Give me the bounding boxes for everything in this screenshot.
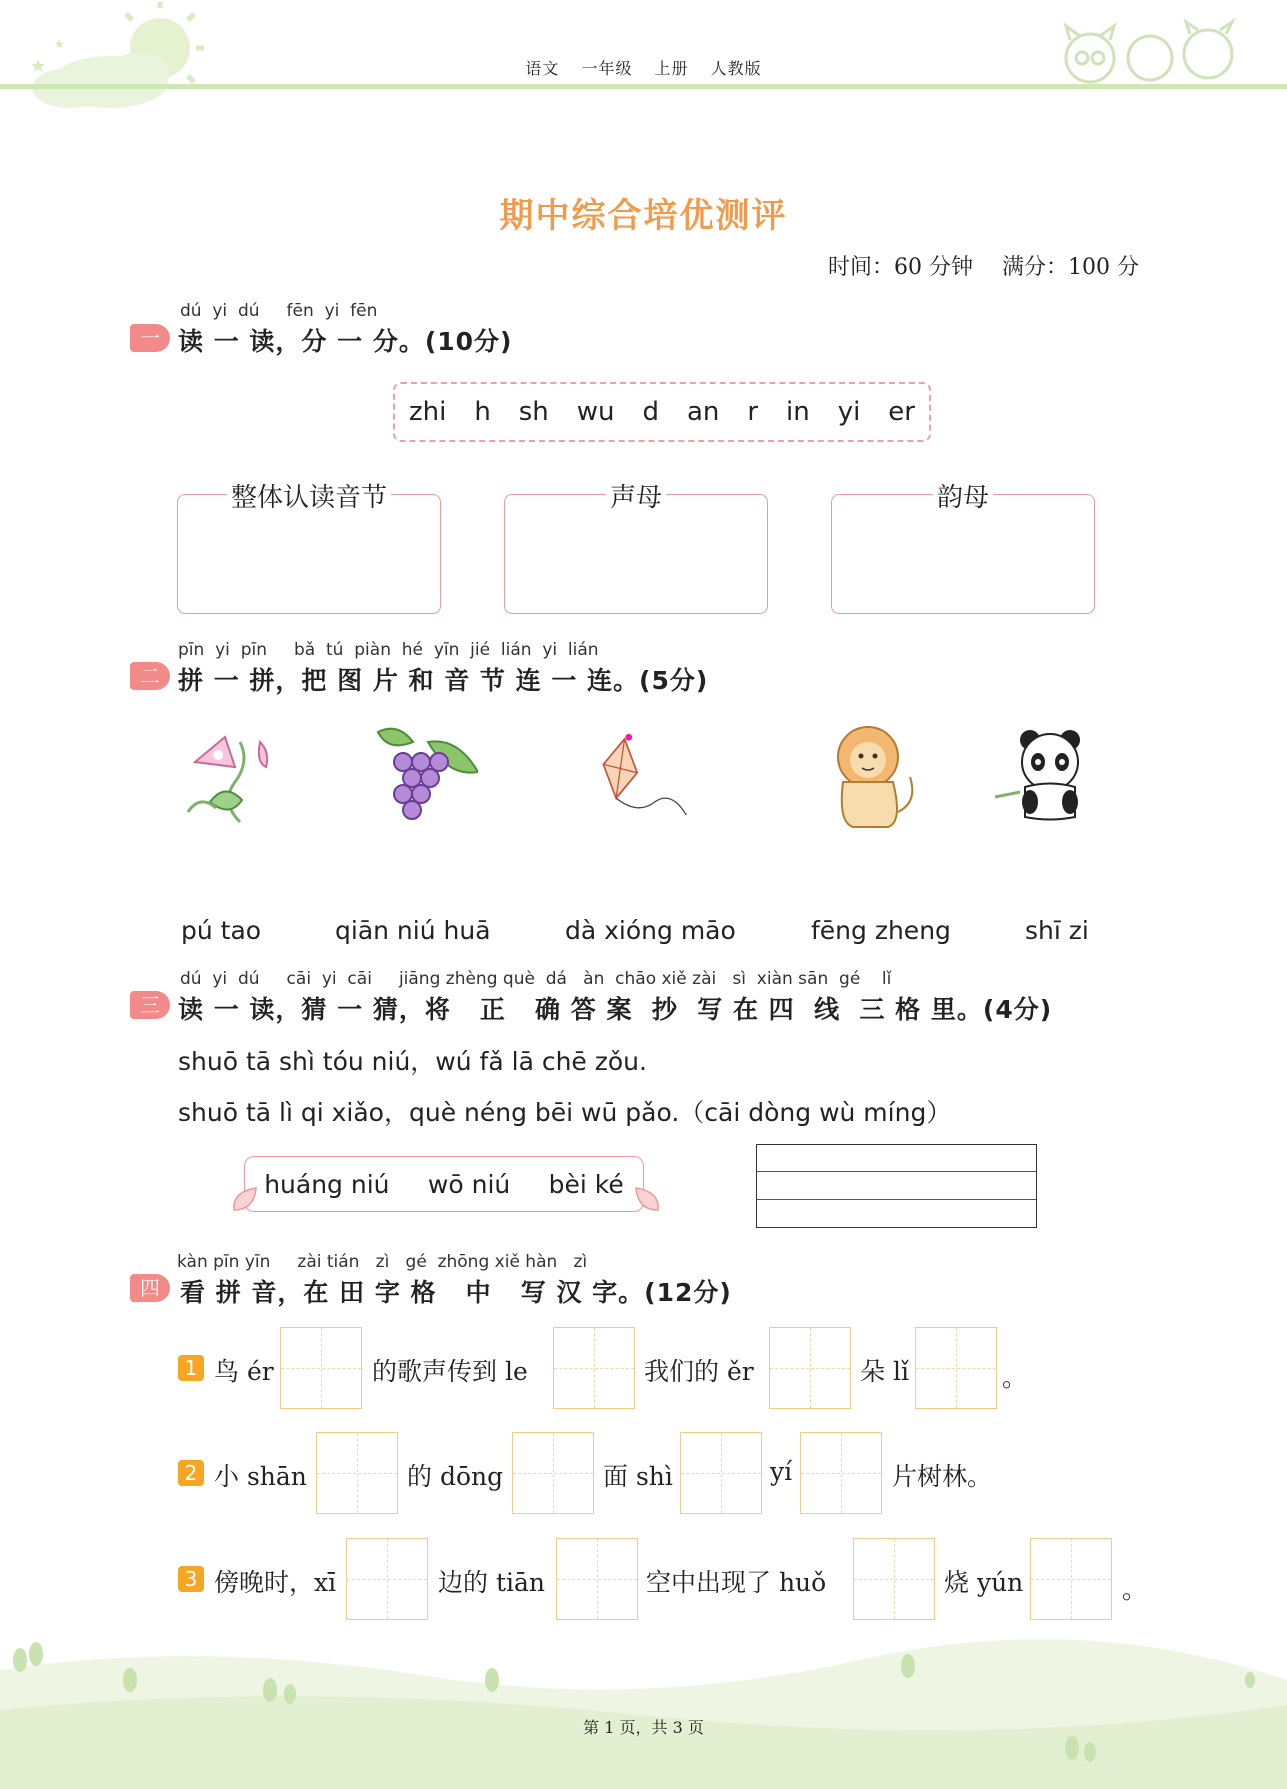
q4-pinyin: kàn pīn yīn zài tián zì gé zhōng xiě hàn zì — [177, 1252, 588, 1272]
row1-text: 。 — [1002, 1363, 1028, 1392]
riddle-line-2: shuō tā lì qi xiǎo，què néng bēi wū pǎo.（cāi dòng wù míng） — [178, 1098, 952, 1127]
item-number: 2 — [178, 1460, 204, 1486]
row1-text: 朵 lǐ — [860, 1357, 909, 1386]
footer-hills-decoration — [0, 1620, 1287, 1789]
row2-text: yí — [770, 1457, 793, 1486]
item-number: 1 — [178, 1355, 204, 1381]
edition: 人教版 — [710, 59, 762, 78]
syllable: h — [474, 397, 491, 427]
kite-picture[interactable] — [578, 722, 688, 832]
tianzige-cell[interactable] — [769, 1327, 851, 1409]
pinyin-answer-panda[interactable]: dà xióng māo — [565, 916, 736, 945]
riddle-line-1: shuō tā shì tóu niú，wú fǎ lā chē zǒu. — [178, 1047, 647, 1076]
row2-text: 片树林。 — [892, 1462, 993, 1491]
q3-instruction: 读 一 读，猜 一 猜，将 正 确 答 案 抄 写 在 四 线 三 格 里。(4分) — [178, 995, 1053, 1024]
four-line-grid[interactable] — [756, 1144, 1037, 1228]
syllable: er — [888, 397, 915, 427]
q4-instruction: 看 拼 音，在 田 字 格 中 写 汉 字。(12分) — [180, 1278, 732, 1307]
leaf-icon — [230, 1184, 260, 1214]
q3-badge: 三 — [130, 991, 170, 1019]
row3-text: 空中出现了 huǒ — [646, 1568, 827, 1597]
page-footer: 第 1 页，共 3 页 — [583, 1718, 704, 1737]
category-label: 声母 — [606, 483, 666, 513]
syllable: zhi — [408, 397, 447, 427]
syllable: wu — [576, 397, 615, 427]
svg-text:★: ★ — [30, 56, 47, 77]
item-number: 3 — [178, 1566, 204, 1592]
row3-text: 边的 tiān — [438, 1568, 545, 1597]
option[interactable]: huáng niú — [264, 1169, 390, 1199]
tianzige-cell[interactable] — [680, 1432, 762, 1514]
syllable: in — [786, 397, 810, 427]
syllable: sh — [518, 397, 549, 427]
tianzige-cell[interactable] — [853, 1538, 935, 1620]
tianzige-cell[interactable] — [556, 1538, 638, 1620]
syllable: an — [686, 397, 720, 427]
row1-text: 鸟 ér — [214, 1357, 274, 1386]
pinyin-answer-grapes[interactable]: pú tao — [181, 916, 262, 945]
page-title: 期中综合培优测评 — [499, 196, 788, 236]
tianzige-cell[interactable] — [1030, 1538, 1112, 1620]
syllable: d — [642, 397, 659, 427]
q1-pinyin: dú yi dú fēn yi fēn — [180, 301, 378, 321]
tianzige-cell[interactable] — [800, 1432, 882, 1514]
header-rule — [0, 84, 1287, 89]
q1-badge: 一 — [130, 324, 170, 352]
q3-pinyin: dú yi dú cāi yi cāi jiāng zhèng què dá àn chāo xiě zài sì xiàn sān gé lǐ — [180, 969, 892, 989]
q1-instruction: 读 一 读，分 一 分。(10分) — [178, 327, 513, 356]
category-box-initials[interactable] — [504, 483, 768, 614]
q4-badge: 四 — [130, 1274, 170, 1302]
term: 上册 — [654, 59, 689, 78]
syllable: r — [747, 397, 759, 427]
pinyin-answer-lion[interactable]: shī zi — [1025, 916, 1089, 945]
row1-text: 的歌声传到 le — [372, 1357, 528, 1386]
category-box-whole-syllables[interactable] — [177, 483, 441, 614]
q2-badge: 二 — [130, 662, 170, 690]
grapes-picture[interactable] — [368, 722, 478, 832]
category-label: 整体认读音节 — [227, 483, 391, 513]
q2-pinyin: pīn yi pīn bǎ tú piàn hé yīn jié lián yi lián — [178, 640, 599, 660]
row1-text: 我们的 ěr — [644, 1357, 754, 1386]
syllable-box — [393, 382, 931, 442]
category-box-finals[interactable] — [831, 483, 1095, 614]
answer-options-box — [244, 1156, 644, 1212]
option[interactable]: bèi ké — [548, 1169, 624, 1199]
morning-glory-picture[interactable] — [180, 722, 290, 832]
grade: 一年级 — [581, 59, 633, 78]
svg-text:★: ★ — [54, 37, 65, 51]
panda-picture[interactable] — [990, 722, 1100, 832]
tianzige-cell[interactable] — [553, 1327, 635, 1409]
q2-instruction: 拼 一 拼，把 图 片 和 音 节 连 一 连。(5分) — [178, 666, 709, 695]
tianzige-cell[interactable] — [316, 1432, 398, 1514]
category-label: 韵母 — [933, 483, 993, 513]
row2-text: 小 shān — [214, 1462, 307, 1491]
row3-text: 。 — [1122, 1575, 1148, 1604]
row3-text: 烧 yún — [944, 1568, 1024, 1597]
page-header — [0, 56, 1287, 79]
syllable: yi — [837, 397, 861, 427]
lion-picture[interactable] — [818, 722, 928, 832]
row3-text: 傍晚时，xī — [214, 1568, 337, 1597]
pinyin-answer-kite[interactable]: fēng zheng — [811, 916, 951, 945]
tianzige-cell[interactable] — [280, 1327, 362, 1409]
pinyin-answer-morning-glory[interactable]: qiān niú huā — [335, 916, 491, 945]
tianzige-cell[interactable] — [512, 1432, 594, 1514]
option[interactable]: wō niú — [427, 1169, 511, 1199]
row2-text: 面 shì — [603, 1462, 673, 1491]
time-info: 时间：60 分钟 满分：100 分 — [828, 255, 1139, 280]
tianzige-cell[interactable] — [915, 1327, 997, 1409]
subject: 语文 — [525, 59, 560, 78]
leaf-icon — [632, 1184, 662, 1214]
row2-text: 的 dōng — [407, 1462, 504, 1491]
tianzige-cell[interactable] — [346, 1538, 428, 1620]
